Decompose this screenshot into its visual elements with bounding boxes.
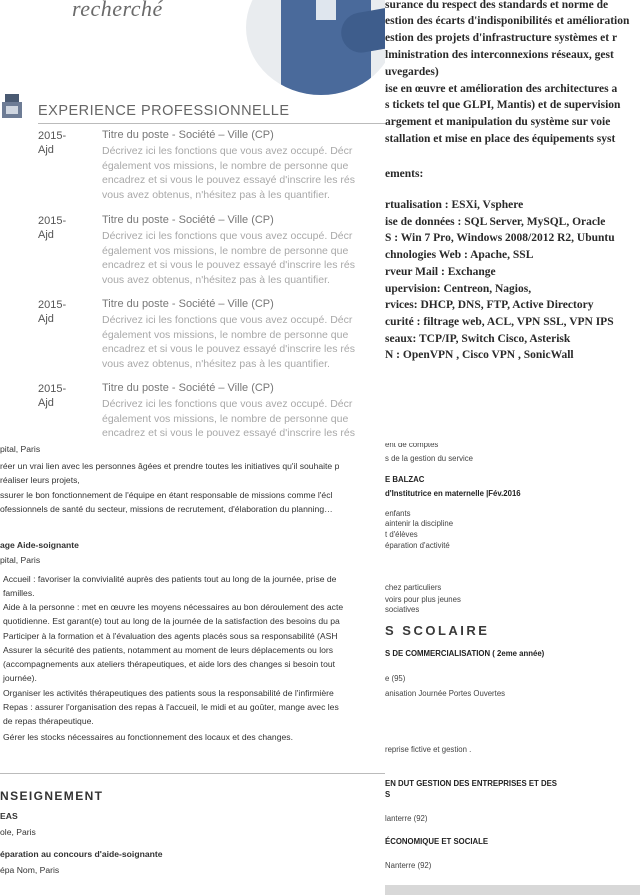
mission-line: Organiser les activités thérapeutiques des patients sous la responsabilité de l'infirmière: [3, 688, 334, 698]
school-line: e (95): [385, 674, 406, 683]
employer-line: pital, Paris: [0, 555, 41, 565]
cv-missions-panel: [0, 443, 385, 895]
skill-line: rtualisation : ESXi, Vsphere: [385, 199, 524, 211]
task-line: chez particuliers: [385, 583, 442, 592]
experience-title: Titre du poste - Société – Ville (CP): [102, 382, 274, 394]
employer-line: pital, Paris: [0, 444, 41, 454]
skill-line: seaux: TCP/IP, Switch Cisco, Asterisk: [385, 333, 571, 345]
mission-line: (accompagnements aux ateliers thérapeutiques, et aide lors des changes si besoin tout: [3, 659, 336, 669]
duty-line: uvegardes): [385, 66, 439, 78]
experience-date: 2015- Ajd: [38, 299, 67, 325]
experience-item: [38, 129, 385, 209]
skill-line: rvices: DHCP, DNS, FTP, Active Directory: [385, 299, 594, 311]
mission-line: journée).: [3, 673, 37, 683]
task-line: anisation Journée Portes Ouvertes: [385, 689, 506, 698]
diploma-title: EAS: [0, 811, 18, 821]
duty-line: argement et manipulation du système sur voie: [385, 116, 611, 128]
divider: [0, 773, 385, 774]
duty-line: ise en œuvre et amélioration des architectures a: [385, 83, 618, 95]
task-line: reprise fictive et gestion .: [385, 745, 472, 754]
task-line: sociatives: [385, 605, 420, 614]
diploma-title: éparation au concours d'aide-soignante: [0, 849, 163, 859]
mission-line: ssurer le bon fonctionnement de l'équipe en étant responsable de missions comme l'écl: [0, 490, 333, 500]
skill-line: upervision: Centreon, Nagios,: [385, 283, 532, 295]
job-title: age Aide-soignante: [0, 540, 79, 550]
footer-band: [385, 885, 640, 895]
cv-education-panel: [385, 443, 640, 895]
profile-photo: [246, 0, 385, 95]
experience-date: 2015- Ajd: [38, 130, 67, 156]
experience-title: Titre du poste - Société – Ville (CP): [102, 129, 274, 141]
mission-line: Aide à la personne : met en œuvre les moyens nécessaires au bon déroulement des acte: [3, 602, 344, 612]
experience-description: Décrivez ici les fonctions que vous avez occupé. Décr également vos missions, le nombre de personne que encadrez et si vous le pouvez essayé d'inscrire les rés: [102, 398, 355, 439]
schooling-heading: S SCOLAIRE: [385, 623, 490, 638]
duty-line: s tickets tel que GLPI, Mantis) et de supervision: [385, 99, 621, 111]
experience-item: [38, 382, 385, 443]
task-line: voirs pour plus jeunes: [385, 595, 461, 604]
experience-item: [38, 298, 385, 378]
task-line: aintenir la discipline: [385, 519, 454, 528]
skill-line: ise de données : SQL Server, MySQL, Oracle: [385, 216, 606, 228]
skill-line: S : Win 7 Pro, Windows 2008/2012 R2, Ubuntu: [385, 232, 615, 244]
mission-line: quotidienne. Est garant(e) tout au long de la journée de la satisfaction des besoins du pa: [3, 616, 340, 626]
experience-date: 2015- Ajd: [38, 215, 67, 241]
experience-item: [38, 214, 385, 294]
diploma-title: ÉCONOMIQUE ET SOCIALE: [385, 837, 489, 846]
briefcase-icon: [2, 94, 22, 118]
task-line: s de la gestion du service: [385, 454, 473, 463]
duty-line: lministration des interconnexions réseaux, gest: [385, 49, 614, 61]
skill-line: curité : filtrage web, ACL, VPN SSL, VPN IPS: [385, 316, 614, 328]
experience-description: Décrivez ici les fonctions que vous avez occupé. Décr également vos missions, le nombre de personne que encadrez et si vous le pouvez essayé d'inscrire les rés vous avez obtenus, n'hésitez pas à les quantifier.: [102, 314, 355, 370]
experience-description: Décrivez ici les fonctions que vous avez occupé. Décr également vos missions, le nombre de personne que encadrez et si vous le pouvez essayé d'inscrire les rés vous avez obtenus, n'hésitez pas à les quantifier.: [102, 230, 355, 286]
mission-line: de repas thérapeutique.: [3, 716, 94, 726]
employer-line: E BALZAC: [385, 475, 425, 484]
mission-line: réer un vrai lien avec les personnes âgées et prendre toutes les initiatives qu'il souhaite p: [0, 461, 340, 471]
experience-title: Titre du poste - Société – Ville (CP): [102, 298, 274, 310]
experience-title: Titre du poste - Société – Ville (CP): [102, 214, 274, 226]
skills-panel: [385, 0, 640, 443]
mission-line: familles.: [3, 588, 35, 598]
school-line: ole, Paris: [0, 827, 36, 837]
school-line: lanterre (92): [385, 814, 428, 823]
mission-line: Participer à la formation et à l'évaluation des agents placés sous sa responsabilité (ASH: [3, 631, 338, 641]
diploma-title: S: [385, 790, 391, 799]
mission-line: réaliser leurs projets,: [0, 475, 80, 485]
mission-line: Repas : assurer l'organisation des repas à l'accueil, le midi et au goûter, mange avec les: [3, 702, 339, 712]
mission-line: Accueil : favoriser la convivialité auprès des patients tout au long de la journée, prise de: [3, 574, 337, 584]
experience-date: 2015- Ajd: [38, 383, 67, 409]
divider: [38, 123, 385, 124]
school-line: épa Nom, Paris: [0, 865, 60, 875]
school-line: Nanterre (92): [385, 861, 432, 870]
job-title: d'Institutrice en maternelle |Fév.2016: [385, 489, 521, 498]
education-heading: NSEIGNEMENT: [0, 789, 104, 803]
task-line: t d'élèves: [385, 530, 418, 539]
skills-label: ements:: [385, 168, 424, 180]
duty-line: surance du respect des standards et norme de: [385, 0, 609, 11]
duty-line: stallation et mise en place des équipements syst: [385, 133, 616, 145]
task-line: enfants: [385, 509, 411, 518]
task-line: éparation d'activité: [385, 541, 450, 550]
skill-line: rveur Mail : Exchange: [385, 266, 496, 278]
job-sought-subtitle: recherché: [72, 0, 163, 21]
skill-line: N : OpenVPN , Cisco VPN , SonicWall: [385, 349, 574, 361]
task-line: ent de comptes: [385, 443, 439, 449]
diploma-title: S DE COMMERCIALISATION ( 2eme année): [385, 649, 545, 658]
duty-line: estion des projets d'infrastructure systèmes et r: [385, 32, 618, 44]
cv-experience-panel: [0, 0, 385, 443]
mission-line: Assurer la sécurité des patients, notamment au moment de leurs déplacements ou lors: [3, 645, 334, 655]
duty-line: estion des écarts d'indisponibilités et amélioration: [385, 15, 630, 27]
diploma-title: EN DUT GESTION DES ENTREPRISES ET DES: [385, 779, 557, 788]
experience-heading: EXPERIENCE PROFESSIONNELLE: [38, 103, 290, 119]
skill-line: chnologies Web : Apache, SSL: [385, 249, 534, 261]
mission-line: ofessionnels de santé du secteur, missions de recrutement, d'élaboration du planning…: [0, 504, 333, 514]
mission-line: Gérer les stocks nécessaires au fonctionnement des locaux et des changes.: [3, 732, 293, 742]
experience-description: Décrivez ici les fonctions que vous avez occupé. Décr également vos missions, le nombre de personne que encadrez et si vous le pouvez essayé d'inscrire les rés vous avez obtenus, n'hésitez pas à les quantifier.: [102, 145, 355, 201]
